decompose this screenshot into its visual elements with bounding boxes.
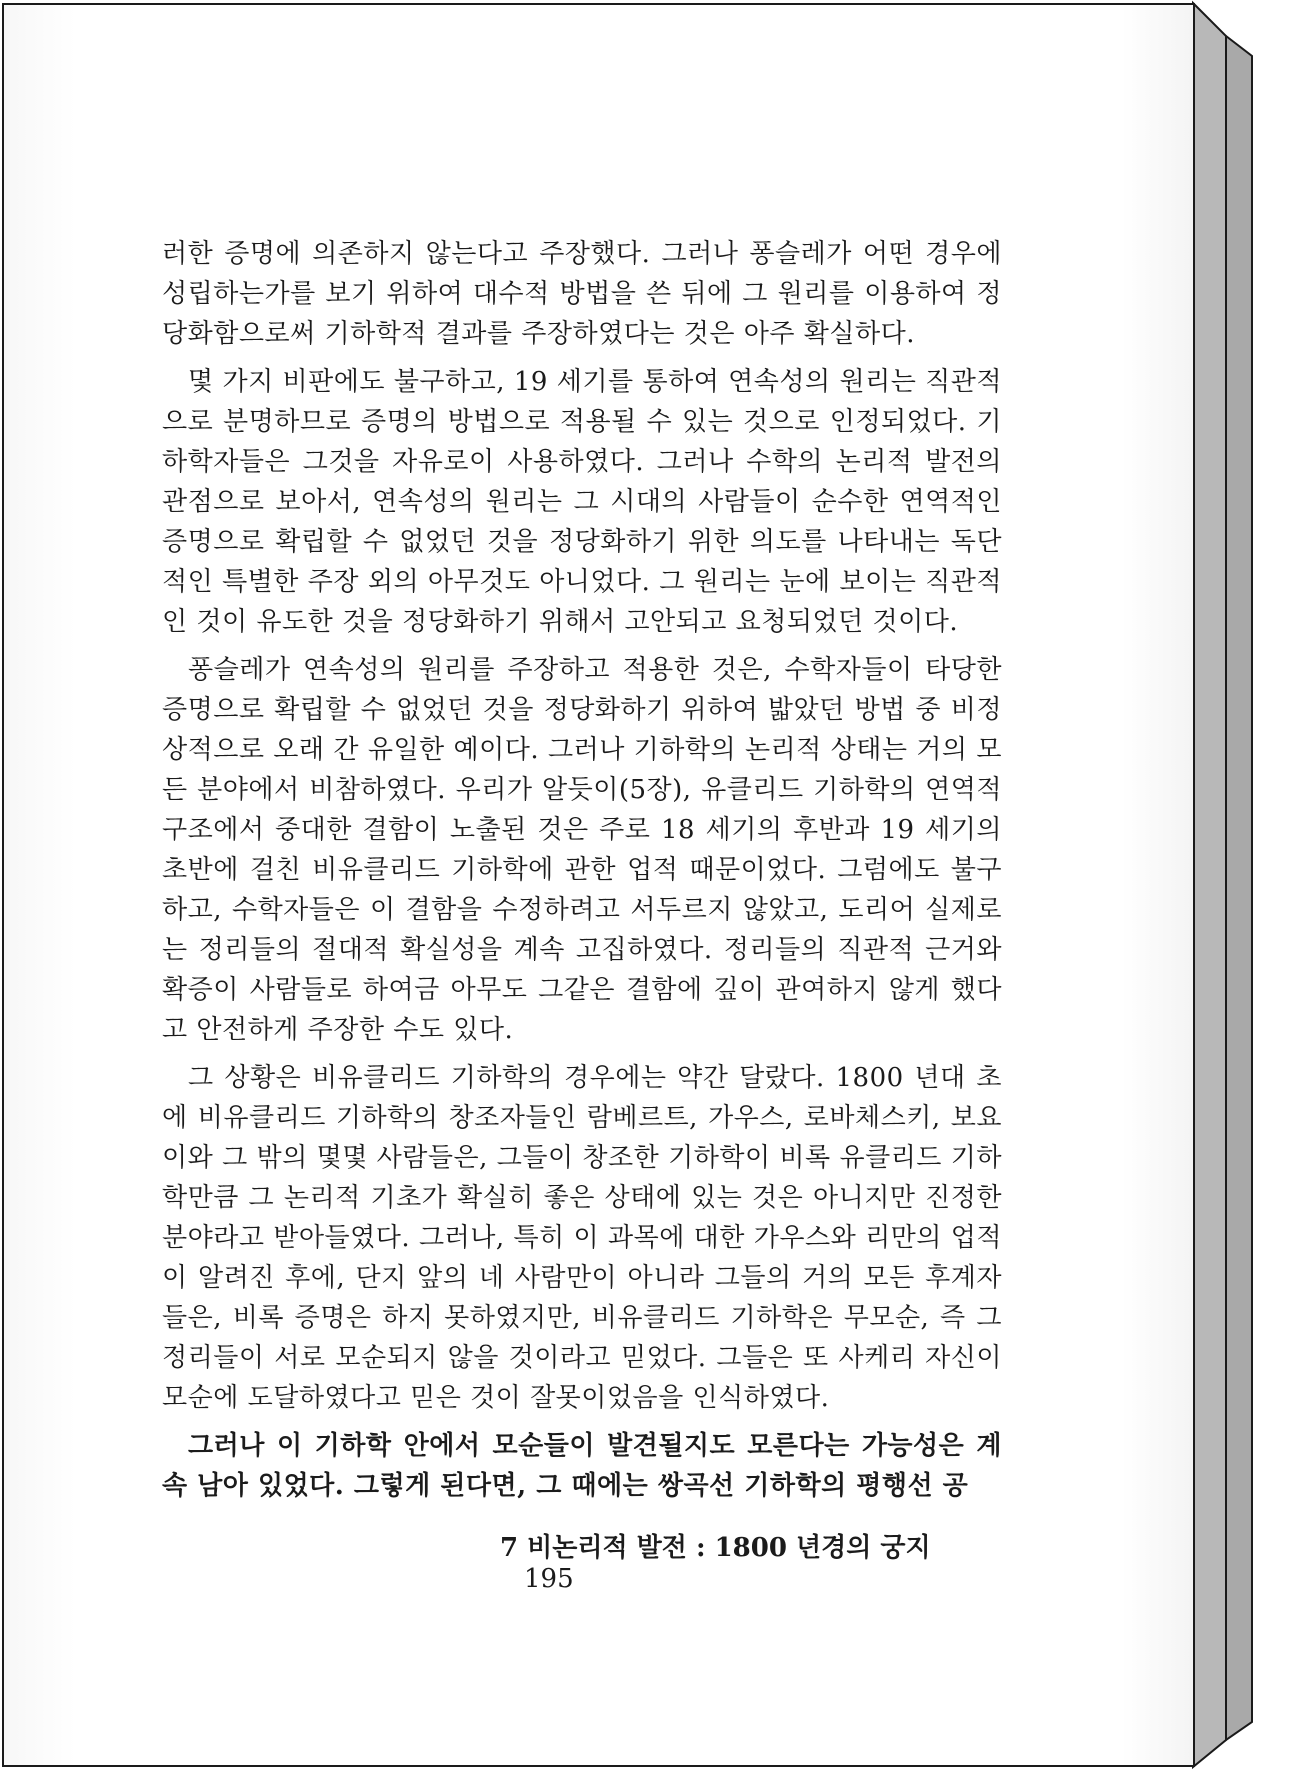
body-text (162, 234, 1002, 1514)
paragraph-5: 그러나 이 기하학 안에서 모순들이 발견될지도 모른다는 가능성은 계속 남아 있었다. 그렇게 된다면, 그 때에는 쌍곡선 기하학의 평행선 공 (162, 1431, 1002, 1501)
paragraph-4: 그 상황은 비유클리드 기하학의 경우에는 약간 달랐다. 1800 년대 초에 비유클리드 기하학의 창조자들인 람베르트, 가우스, 로바체스키, 보요이와 그 밖의 몇몇 사람들은, 그들이 창조한 기하학이 비록 유클리드 기하학만큼 그 논리적 기초가 확실히 좋은 상태에 있는 것은 아니지만 진정한 분야라고 받아들였다. 그러나, 특히 이 과목에 대한 가우스와 리만의 업적이 알려진 후에, 단지 앞의 네 사람만이 아니라 그들의 거의 모든 후계자들은, 비록 증명은 하지 못하였지만, 비유클리드 기하학은 무모순, 즉 그 정리들이 서로 모순되지 않을 것이라고 믿었다. 그들은 또 사케리 자신이 모순에 도달하였다고 믿은 것이 잘못이었음을 인식하였다. (162, 1063, 1002, 1413)
page-footer (500, 1527, 960, 1594)
running-head: 7 비논리적 발전 : 1800 년경의 궁지 (500, 1533, 931, 1563)
paragraph-1: 러한 증명에 의존하지 않는다고 주장했다. 그러나 퐁슬레가 어떤 경우에 성립하는가를 보기 위하여 대수적 방법을 쓴 뒤에 그 원리를 이용하여 정당화함으로써 기하학적 결과를 주장하였다는 것은 아주 확실하다. (162, 239, 1002, 349)
paragraph-2: 몇 가지 비판에도 불구하고, 19 세기를 통하여 연속성의 원리는 직관적으로 분명하므로 증명의 방법으로 적용될 수 있는 것으로 인정되었다. 기하학자들은 그것을 자유로이 사용하였다. 그러나 수학의 논리적 발전의 관점으로 보아서, 연속성의 원리는 그 시대의 사람들이 순수한 연역적인 증명으로 확립할 수 없었던 것을 정당화하기 위한 의도를 나타내는 독단적인 특별한 주장 외의 아무것도 아니었다. 그 원리는 눈에 보이는 직관적인 것이 유도한 것을 정당화하기 위해서 고안되고 요청되었던 것이다. (162, 367, 1002, 637)
paragraph-3: 퐁슬레가 연속성의 원리를 주장하고 적용한 것은, 수학자들이 타당한 증명으로 확립할 수 없었던 것을 정당화하기 위하여 밟았던 방법 중 비정상적으로 오래 간 유일한 예이다. 그러나 기하학의 논리적 상태는 거의 모든 분야에서 비참하였다. 우리가 알듯이(5장), 유클리드 기하학의 연역적 구조에서 중대한 결함이 노출된 것은 주로 18 세기의 후반과 19 세기의 초반에 걸친 비유클리드 기하학에 관한 업적 때문이었다. 그럼에도 불구하고, 수학자들은 이 결함을 수정하려고 서두르지 않았고, 도리어 실제로는 정리들의 절대적 확실성을 계속 고집하였다. 정리들의 직관적 근거와 확증이 사람들로 하여금 아무도 그같은 결함에 깊이 관여하지 않게 했다고 안전하게 주장한 수도 있다. (162, 655, 1002, 1045)
page-number: 195 (524, 1564, 574, 1594)
